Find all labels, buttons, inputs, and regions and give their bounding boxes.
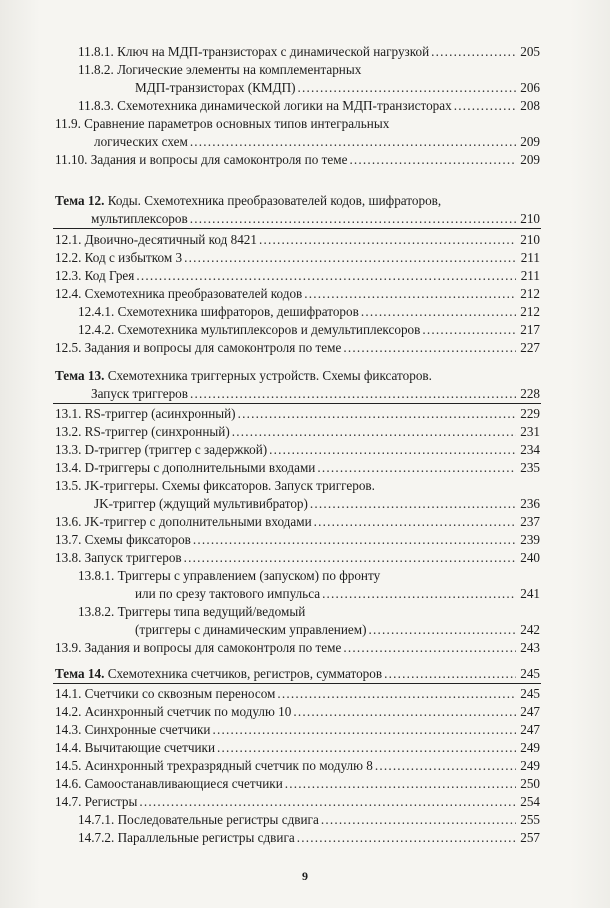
- toc-entry-title: 12.4.1. Схемотехника шифраторов, дешифраторов: [78, 304, 359, 319]
- leader-dots: [304, 286, 516, 302]
- toc-page-number: 249: [520, 758, 540, 773]
- toc-entry-title: 14.7.1. Последовательные регистры сдвига: [78, 812, 319, 827]
- toc-page-number: 209: [520, 134, 540, 149]
- leader-dots: [384, 666, 516, 682]
- toc-entry-title: 14.1. Счетчики со сквозным переносом: [55, 686, 276, 701]
- leader-dots: [314, 514, 516, 530]
- toc-page-number: 245: [520, 666, 540, 681]
- leader-dots: [343, 340, 516, 356]
- leader-dots: [259, 232, 516, 248]
- leader-dots: [238, 406, 516, 422]
- leader-dots: [184, 550, 516, 566]
- toc-page-number: 235: [520, 460, 540, 475]
- toc-entry-title-continued: мультиплексоров: [91, 211, 188, 226]
- toc-entry-title: 13.2. RS-триггер (синхронный): [55, 424, 230, 439]
- toc-page-number: 245: [520, 686, 540, 701]
- toc-entry-title: 13.8.1. Триггеры с управлением (запуском) по фронту: [78, 568, 381, 583]
- leader-dots: [310, 496, 516, 512]
- leader-dots: [454, 98, 516, 114]
- leader-dots: [269, 442, 516, 458]
- toc-page-number: 239: [520, 532, 540, 547]
- leader-dots: [190, 386, 516, 402]
- leader-dots: [321, 812, 516, 828]
- toc-page-number: 242: [520, 622, 540, 637]
- divider-line: [53, 683, 541, 684]
- leader-dots: [369, 622, 516, 638]
- toc-entry-title: 14.5. Асинхронный трехразрядный счетчик по модулю 8: [55, 758, 373, 773]
- toc-page-number: 243: [520, 640, 540, 655]
- toc-entry-title: 14.2. Асинхронный счетчик по модулю 10: [55, 704, 292, 719]
- leader-dots: [422, 322, 516, 338]
- toc-page-number: 236: [520, 496, 540, 511]
- toc-entry-title: 13.6. JK-триггер с дополнительными входами: [55, 514, 312, 529]
- toc-page-number: 211: [520, 268, 540, 283]
- leader-dots: [322, 586, 516, 602]
- leader-dots: [349, 152, 516, 168]
- toc-entry-title: 13.5. JK-триггеры. Схемы фиксаторов. Запуск триггеров.: [55, 478, 375, 493]
- toc-entry-title: 12.2. Код с избытком 3: [55, 250, 183, 265]
- toc-entry-title: 14.3. Синхронные счетчики: [55, 722, 211, 737]
- toc-page-number: 237: [520, 514, 540, 529]
- toc-entry-title: 11.9. Сравнение параметров основных типов интегральных: [55, 116, 390, 131]
- leader-dots: [343, 640, 516, 656]
- topic-label: Тема 12.: [55, 193, 105, 208]
- toc-page-number: 250: [520, 776, 540, 791]
- leader-dots: [212, 722, 516, 738]
- toc-entry-title: 14.7.2. Параллельные регистры сдвига: [78, 830, 295, 845]
- page-number: 9: [302, 869, 308, 883]
- toc-entry-title: 14.6. Самоостанавливающиеся счетчики: [55, 776, 283, 791]
- toc-page-number: 247: [520, 704, 540, 719]
- toc-entry-title: 13.9. Задания и вопросы для самоконтроля по теме: [55, 640, 342, 655]
- toc-entry-title: 13.1. RS-триггер (асинхронный): [55, 406, 236, 421]
- leader-dots: [184, 250, 516, 266]
- toc-entry-title: 13.8.2. Триггеры типа ведущий/ведомый: [78, 604, 306, 619]
- toc-page-number: 241: [520, 586, 540, 601]
- leader-dots: [190, 134, 516, 150]
- toc-entry-title-continued: или по срезу тактового импульса: [135, 586, 321, 601]
- leader-dots: [431, 44, 516, 60]
- leader-dots: [232, 424, 516, 440]
- toc-entry-title: 13.8. Запуск триггеров: [55, 550, 182, 565]
- leader-dots: [297, 830, 516, 846]
- toc-page-number: 210: [520, 232, 540, 247]
- divider-line: [53, 228, 541, 229]
- toc-entry-title: Схемотехника счетчиков, регистров, сумматоров: [104, 666, 383, 681]
- leader-dots: [317, 460, 516, 476]
- toc-entry-title-continued: Запуск триггеров: [91, 386, 188, 401]
- leader-dots: [285, 776, 516, 792]
- toc-page-number: 234: [520, 442, 540, 457]
- toc-entry-title: Схемотехника триггерных устройств. Схемы фиксаторов.: [104, 368, 432, 383]
- toc-page-number: 206: [520, 80, 540, 95]
- toc-page-number: 228: [520, 386, 540, 401]
- leader-dots: [136, 268, 516, 284]
- toc-entry-title-continued: JK-триггер (ждущий мультивибратор): [94, 496, 308, 511]
- leader-dots: [277, 686, 516, 702]
- divider-line: [53, 403, 541, 404]
- toc-entry-title: 13.3. D-триггер (триггер с задержкой): [55, 442, 268, 457]
- toc-entry-title: 14.4. Вычитающие счетчики: [55, 740, 216, 755]
- toc-page-number: 210: [520, 211, 540, 226]
- leader-dots: [190, 211, 516, 227]
- leader-dots: [375, 758, 516, 774]
- toc-page-number: 247: [520, 722, 540, 737]
- toc-entry-title: 11.8.3. Схемотехника динамической логики на МДП-транзисторах: [78, 98, 452, 113]
- leader-dots: [139, 794, 516, 810]
- toc-page-number: 257: [520, 830, 540, 845]
- toc-entry-title-continued: МДП-транзисторах (КМДП): [135, 80, 296, 95]
- toc-entry-title: 12.5. Задания и вопросы для самоконтроля по теме: [55, 340, 342, 355]
- toc-entry-title: 11.8.1. Ключ на МДП-транзисторах с динамической нагрузкой: [78, 44, 430, 59]
- toc-page-number: 212: [520, 304, 540, 319]
- leader-dots: [193, 532, 516, 548]
- toc-entry-title: 12.3. Код Грея: [55, 268, 135, 283]
- toc-entry-title: 12.4.2. Схемотехника мультиплексоров и демультиплексоров: [78, 322, 421, 337]
- toc-page-number: 212: [520, 286, 540, 301]
- leader-dots: [293, 704, 516, 720]
- toc-entry-title: 12.1. Двоично-десятичный код 8421: [55, 232, 257, 247]
- toc-entry-title-continued: логических схем: [94, 134, 188, 149]
- toc-page-number: 240: [520, 550, 540, 565]
- toc-page-number: 255: [520, 812, 540, 827]
- toc-page-number: 249: [520, 740, 540, 755]
- toc-entry-title: 11.10. Задания и вопросы для самоконтроля по теме: [55, 152, 348, 167]
- toc-entry-title-continued: (триггеры с динамическим управлением): [135, 622, 367, 637]
- toc-page-number: 211: [520, 250, 540, 265]
- toc-page-number: 227: [520, 340, 540, 355]
- leader-dots: [361, 304, 516, 320]
- toc-entry-title: 13.4. D-триггеры с дополнительными входами: [55, 460, 316, 475]
- leader-dots: [298, 80, 516, 96]
- toc-entry-title: 11.8.2. Логические элементы на комплементарных: [78, 62, 362, 77]
- toc-page-number: 208: [520, 98, 540, 113]
- toc-page-number: 209: [520, 152, 540, 167]
- leader-dots: [217, 740, 516, 756]
- toc-entry-title: 14.7. Регистры: [55, 794, 138, 809]
- toc-page-number: 217: [520, 322, 540, 337]
- toc-page-number: 229: [520, 406, 540, 421]
- toc-page-number: 205: [520, 44, 540, 59]
- toc-entry-title: 12.4. Схемотехника преобразователей кодов: [55, 286, 303, 301]
- toc-page-number: 254: [520, 794, 540, 809]
- toc-entry-title: 13.7. Схемы фиксаторов: [55, 532, 191, 547]
- toc-entry-title: Коды. Схемотехника преобразователей кодов, шифраторов,: [104, 193, 442, 208]
- topic-label: Тема 13.: [55, 368, 105, 383]
- topic-label: Тема 14.: [55, 666, 105, 681]
- toc-page-number: 231: [520, 424, 540, 439]
